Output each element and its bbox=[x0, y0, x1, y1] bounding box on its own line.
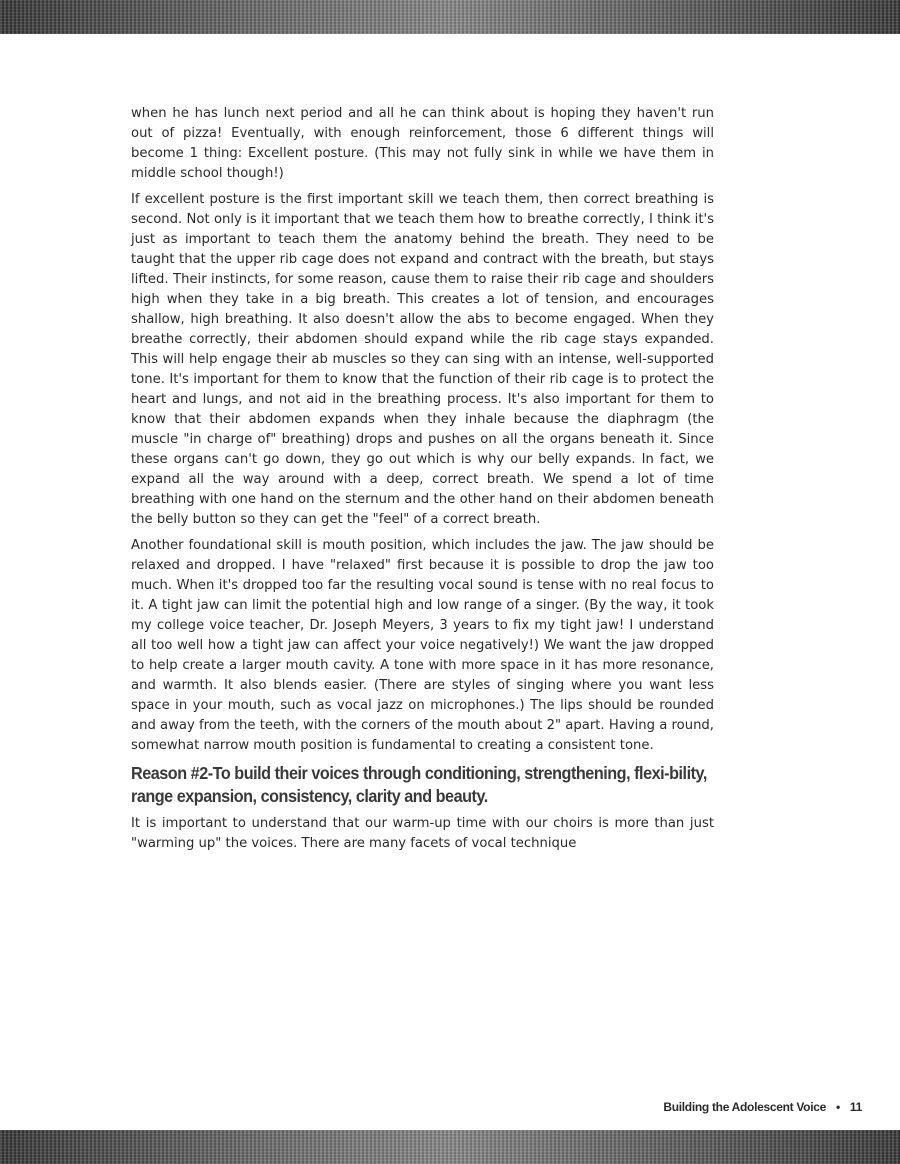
footer-page-number: 11 bbox=[849, 1100, 862, 1114]
footer-book-title: Building the Adolescent Voice bbox=[663, 1100, 826, 1114]
page-body bbox=[131, 104, 714, 860]
footer-separator: • bbox=[836, 1100, 840, 1114]
paragraph-2: If excellent posture is the first important skill we teach them, then correct breathing is second. Not only is it important that we teach them how to breathe correctly, I think it's just as important to teach them the anatomy behind the breath. They need to be taught that the upper rib cage does not expand and contract with the breath, but stays lifted. Their instincts, for some reason, cause them to raise their rib cage and shoulders high when they take in a big breath. This creates a lot of tension, and encourages shallow, high breathing. It also doesn't allow the abs to become engaged. When they breathe correctly, their abdomen should expand while the rib cage stays expanded. This will help engage their ab muscles so they can sing with an intense, well-supported tone. It's important for them to know that the function of their rib cage is to protect the heart and lungs, and not aid in the breathing process. It's also important for them to know that their abdomen expands when they inhale because the diaphragm (the muscle "in charge of" breathing) drops and pushes on all the organs beneath it. Since these organs can't go down, they go out which is why our belly expands. In fact, we expand all the way around with a deep, correct breath. We spend a lot of time breathing with one hand on the sternum and the other hand on their abdomen beneath the belly button so they can get the "feel" of a correct breath. bbox=[131, 192, 714, 527]
bottom-decorative-band bbox=[0, 1130, 900, 1164]
paragraph-4: It is important to understand that our warm-up time with our choirs is more than just "warming up" the voices. There are many facets of vocal technique bbox=[131, 816, 714, 851]
page-footer bbox=[663, 1100, 862, 1114]
paragraph-3: Another foundational skill is mouth position, which includes the jaw. The jaw should be relaxed and dropped. I have "relaxed" first because it is possible to drop the jaw too much. When it's dropped too far the resulting vocal sound is tense with no real focus to it. A tight jaw can limit the potential high and low range of a singer. (By the way, it took my college voice teacher, Dr. Joseph Meyers, 3 years to fix my tight jaw! I understand all too well how a tight jaw can affect your voice negatively!) We want the jaw dropped to help create a larger mouth cavity. A tone with more space in it has more resonance, and warmth. It also blends easier. (There are styles of singing where you want less space in your mouth, such as vocal jazz on microphones.) The lips should be rounded and away from the teeth, with the corners of the mouth about 2" apart. Having a round, somewhat narrow mouth position is fundamental to creating a consistent tone. bbox=[131, 538, 714, 753]
section-heading: Reason #2-To build their voices through conditioning, strengthening, flexi-bility, range expansion, consistency, clarity and beauty. bbox=[131, 763, 707, 806]
top-decorative-band bbox=[0, 0, 900, 34]
paragraph-1: when he has lunch next period and all he can think about is hoping they haven't run out of pizza! Eventually, with enough reinforcement, those 6 different things will become 1 thing: Excellent posture. (This may not fully sink in while we have them in middle school though!) bbox=[131, 106, 714, 181]
